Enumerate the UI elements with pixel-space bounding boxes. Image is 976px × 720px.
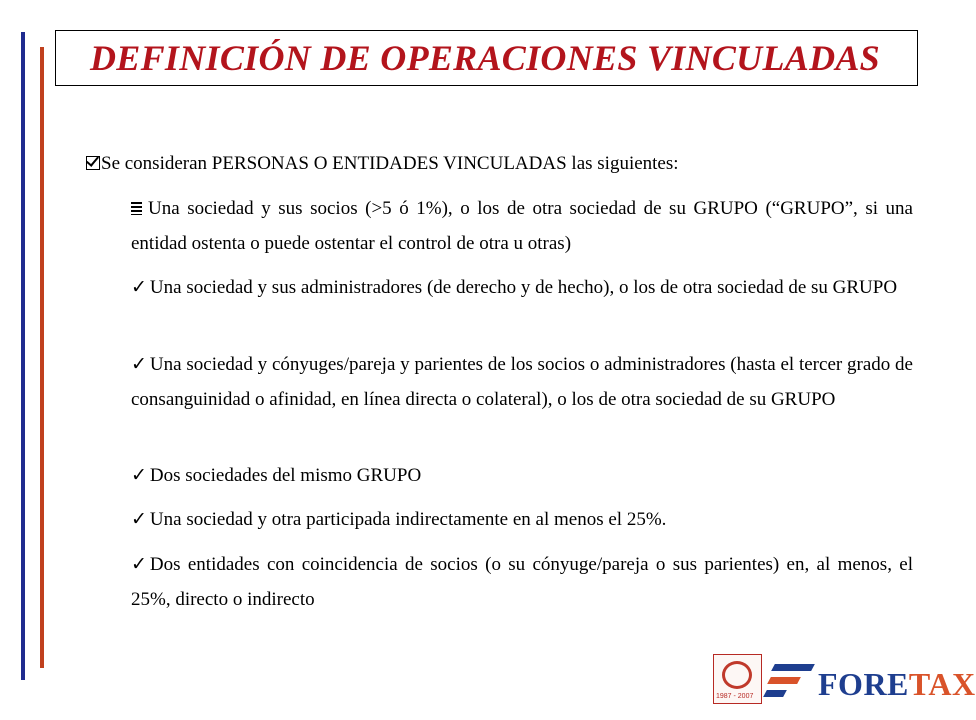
list-item <box>131 459 913 494</box>
logo-stripes-icon <box>765 664 815 700</box>
seal-years: 1987 - 2007 <box>716 693 754 700</box>
logo-stripe <box>763 690 787 697</box>
page-title: DEFINICIÓN DE OPERACIONES VINCULADAS <box>90 38 881 78</box>
list-item-text: Una sociedad y sus socios (>5 ó 1%), o los de otra sociedad de su GRUPO (“GRUPO”, si una entidad ostenta o puede ostentar el control de otra u otras) <box>131 198 913 254</box>
list-item-text: Una sociedad y sus administradores (de derecho y de hecho), o los de otra sociedad de su GRUPO <box>149 277 898 298</box>
logo-stripe <box>771 664 815 671</box>
title-box <box>55 30 918 86</box>
anniversary-seal-icon <box>713 654 762 704</box>
list-item-text: Dos sociedades del mismo GRUPO <box>149 465 422 486</box>
list-item-text: Una sociedad y cónyuges/pareja y parientes de los socios o administradores (hasta el tercer grado de consanguinidad o afinidad, en línea directa o colateral), o los de otra sociedad de su GRUPO <box>131 354 913 410</box>
logo-wordmark <box>818 666 976 703</box>
seal-ring <box>722 661 752 689</box>
intro-line <box>86 151 926 177</box>
foretax-logo <box>713 654 976 706</box>
checkmark-icon: ✓ <box>131 465 147 486</box>
list-item <box>131 548 913 617</box>
stack-bullet-icon <box>131 202 142 215</box>
intro-text: Se consideran PERSONAS O ENTIDADES VINCULADAS las siguientes: <box>101 153 679 174</box>
checkmark-icon: ✓ <box>131 277 147 298</box>
list-item <box>131 503 913 538</box>
left-accent-bar-blue <box>21 32 25 680</box>
left-accent-bar-red <box>40 47 44 668</box>
checkmark-icon: ✓ <box>131 354 147 375</box>
list-item <box>131 192 913 261</box>
list-item-text: Dos entidades con coincidencia de socios (o su cónyuge/pareja o sus parientes) en, al menos, el 25%, directo o indirecto <box>131 554 913 610</box>
logo-text-fore: FORE <box>818 666 909 702</box>
list-item-text: Una sociedad y otra participada indirectamente en al menos el 25%. <box>149 509 667 530</box>
list-item <box>131 271 913 306</box>
checkmark-icon: ✓ <box>131 554 147 575</box>
logo-text-tax: TAX <box>908 666 976 702</box>
list-item <box>131 348 913 417</box>
logo-stripe <box>767 677 801 684</box>
checkbox-icon <box>86 156 100 170</box>
checkmark-icon: ✓ <box>131 509 147 530</box>
